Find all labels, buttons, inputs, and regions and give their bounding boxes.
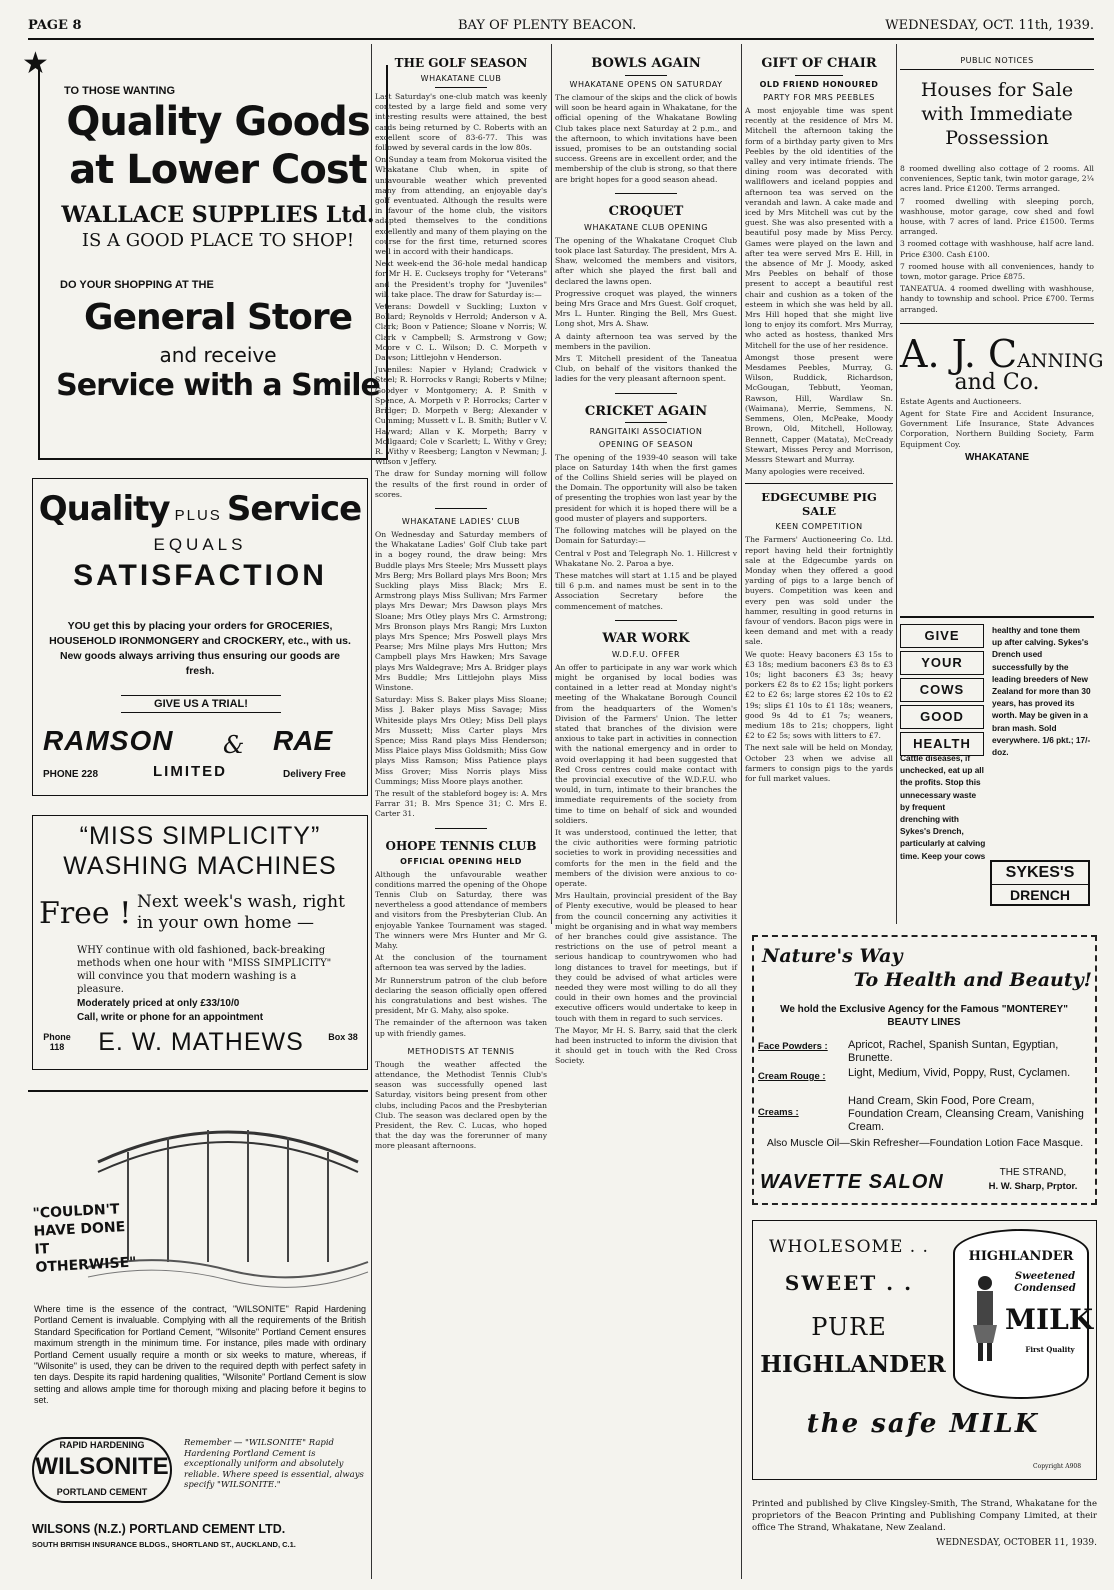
ad-body: Cattle diseases, if unchecked, eat up all the profits. Stop this unnecessary waste by frequent drenching with Sykes's Drench, particularly at calving time. Keep your cows: [900, 753, 986, 861]
ad-text: GIVE US A TRIAL!: [121, 695, 281, 713]
company-name: WALLACE SUPPLIES Ltd.: [61, 202, 375, 228]
highlander-milk-ad: [752, 1220, 1097, 1480]
article-subtitle: WHAKATANE CLUB OPENING: [584, 222, 708, 232]
sykes-brand: SYKES'S DRENCH: [990, 860, 1090, 906]
product-label: Creams :: [758, 1107, 799, 1118]
article-paragraph: An offer to participate in any war work which might be organised by local bodies was contained in a letter read at Monday night's meeting of the Whakatane Borough Council from the headquarters of the Women's Division of the Farmers' Union. The letter stated that branches of the division were anxious to take part in activities in connection with the national emergency and in order to avoid overlapping it had been suggested that Red Cross centres could make contact with the provincial executive of the W.D.F.U. who would, in turn, intimate to their branches the immediate requirements of the society from time to time on behalf of sick and wounded soldiers.: [555, 662, 737, 825]
article-subtitle: WHAKATANE OPENS ON SATURDAY: [569, 80, 723, 89]
article-paragraph: Last Saturday's one-club match was keenly contested by a large field and some very interesting results were attained, the best cards being returned by C. Roberts with an excellent score of 83-6-77. This was followed by several cards in the low 80s.: [375, 92, 547, 153]
article-paragraph: The Farmers' Auctioneering Co. Ltd. report having held their fortnightly sale at the Edgecumbe yards on Monday when they offered a good yarding of pigs to a large bench of buyers. Competition was keen and every pen was sold under the hammer, resulting in good returns in favour of vendors. Bacon pigs were in keen demand and met with a ready sale.: [745, 535, 893, 647]
product-list: Apricot, Rachel, Spanish Suntan, Egyptian, Brunette.: [848, 1039, 1059, 1064]
column-rule: [896, 44, 897, 924]
sports-column: [555, 52, 737, 1582]
local-news-column: [745, 52, 893, 932]
canning-logo: A. J. CANNING: [900, 331, 1104, 376]
listing: 7 roomed dwelling with sleeping porch, washhouse, motor garage, cow shed and fowl house, with 7 acres of land. Price £1500. Terms arranged.: [900, 196, 1094, 237]
article-paragraph: Saturday: Miss S. Baker plays Miss Sloane; Miss J. Baker plays Miss Savage; Miss Whiteside plays Mrs Otley; Miss Dell plays Mrs Mussett; Miss Carter plays Mrs Spence; Miss Rand plays Miss Henderson; Miss Plaice plays Miss Goldsmith; Miss Gow plays Miss Ramson; Miss Patience plays Miss Grover; Miss Norris plays Miss Cummings; Miss Moore plays another.: [375, 695, 547, 786]
wallace-supplies-ad: [22, 46, 380, 465]
article-paragraph: Progressive croquet was played, the winners being Mrs Grace and Mrs Guest. Golf croquet, Mrs L. Hunter. Ringing the Bell, Mrs Guest. Long shot, Mrs A. Shaw.: [555, 288, 737, 329]
wavette-salon-ad: [752, 935, 1097, 1205]
listing: 8 roomed dwelling also cottage of 2 rooms. All conveniences, Septic tank, twin motor garage, 2¼ acres land. Price £1200. Terms arranged.: [900, 164, 1094, 194]
ad-headline: WASHING MACHINES: [63, 852, 337, 880]
article-title: OHOPE TENNIS CLUB: [385, 838, 537, 853]
copyright: Copyright A908: [1033, 1463, 1082, 1470]
article-paragraph: The next sale will be held on Monday, October 23 when we advise all farmers to consign pigs to the yards for full market values.: [745, 743, 893, 783]
article-paragraph: The result of the stableford bogey is: A. Mrs Farrar 31; B. Mrs Spence 31; C. Mrs E. Carter 31.: [375, 789, 547, 819]
article-subtitle: W.D.F.U. OFFER: [611, 649, 681, 659]
ad-text: SWEET . .: [784, 1271, 914, 1295]
wilsonite-logo: RAPID HARDENING WILSONITE PORTLAND CEMENT: [32, 1437, 172, 1503]
ad-text: We hold the Exclusive Agency for the Famous "MONTEREY" BEAUTY LINES: [780, 1004, 1068, 1028]
company-agencies: Agent for State Fire and Accident Insurance, Government Life Insurance, State Advances Corporation, Northern Building Society, Farm Equipment Coy.: [900, 409, 1094, 449]
sykes-tags: [900, 624, 984, 759]
article-paragraph: Mrs Haultain, provincial president of the Bay of Plenty executive, would be pleased to hear from the council concerning any activities it might be organising and in what way members of her branches could give assistance. The restrictions on the use of petrol meant a serious handicap to countrywomen who had long distances to travel for meetings, but if they could be advised of what articles were needed they were most willing to do all they could in their own homes and the provincial executive officers would undertake to keep in touch with them in regard to such services.: [555, 891, 737, 1023]
ad-headline: "COULDN'T HAVE DONE IT OTHERWISE": [32, 1201, 137, 1276]
mathews-washing-machine-ad: [32, 815, 368, 1070]
article-paragraph: The Mayor, Mr H. S. Barry, said that the clerk had been instructed to inform the division that it should get in touch with the Red Cross Society.: [555, 1025, 737, 1066]
ad-body: WHY continue with old fashioned, back-breaking methods when one hour with "MISS SIMPLICITY" will convince you that modern washing is a pleasure.: [77, 945, 332, 995]
article-paragraph: These matches will start at 1.15 and be played till 6 p.m. and names must be sent in to the Association Secretary before the commencement of matches.: [555, 570, 737, 611]
ad-text: Next week's wash, right in your own home —: [137, 892, 345, 933]
star-icon: ★: [22, 46, 49, 81]
issue-date: WEDNESDAY, OCT. 11th, 1939.: [885, 18, 1094, 33]
ad-body: healthy and tone them up after calving. Sykes's Drench used successfully by the leading breeders of New Zealand for more than 30 years, has proved its worth. May be given in a bran mash. Sold everywhere. 1/6 pkt.; 17/- doz.: [992, 625, 1091, 758]
brand-name: HIGHLANDER: [760, 1351, 946, 1378]
ad-text: PURE: [811, 1313, 887, 1341]
ad-headline: SATISFACTION: [73, 559, 327, 592]
article-subtitle: RANGITAIKI ASSOCIATION: [589, 426, 703, 436]
ad-headline: “MISS SIMPLICITY”: [79, 822, 321, 850]
ad-kicker: DO YOUR SHOPPING AT THE: [60, 279, 214, 291]
ad-body: YOU get this by placing your orders for GROCERIES, HOUSEHOLD IRONMONGERY and CROCKERY, etc., with us. New goods always arriving thus ensuring our goods are fresh.: [49, 620, 351, 677]
box-number: Box 38: [328, 1032, 358, 1042]
salon-address: THE STRAND,: [999, 1167, 1067, 1178]
article-subtitle: OLD FRIEND HONOURED: [759, 80, 879, 89]
article-paragraph: It was understood, continued the letter, that the civic authorities were forming patriotic societies to work in providing necessities and comforts for the men in the field and the members of the division were anxious to co-operate.: [555, 827, 737, 888]
company-name: WILSONS (N.Z.) PORTLAND CEMENT LTD.: [32, 1522, 286, 1536]
article-subtitle: WHAKATANE CLUB: [420, 74, 502, 83]
salon-proprietor: H. W. Sharp, Prptor.: [988, 1181, 1078, 1192]
article-subtitle: OPENING OF SEASON: [598, 439, 694, 449]
ad-headline: Service with a Smile: [56, 368, 380, 403]
section-heading: PUBLIC NOTICES: [960, 56, 1034, 65]
article-paragraph: The remainder of the afternoon was taken up with friendly games.: [375, 1018, 547, 1038]
printer-imprint: [752, 1498, 1097, 1578]
article-paragraph: Juveniles: Napier v Hyland; Cradwick v Steel; R. Horrocks v Rangi; Roberts v Milne; Goodyer v Montgomery; A. P. Smith v Spence, A. Morpeth v P. Horrocks; Carter v Bridger; D. Morpeth v Berg; Alexander v Cumming; Mussett v L. B. Smith; Butler v V. Hayward; Allan v K. Morpeth; Barry v Mollgaard; Cole v Scarlett; L. Withy v Grey; R. Withy v Reesberg; Langton v Newman; J. Wilson v Jeffery.: [375, 365, 547, 467]
listing: 7 roomed house with all conveniences, handy to town, motor garage. Price £875.: [900, 261, 1094, 282]
ad-body: Where time is the essence of the contract, "WILSONITE" Rapid Hardening Portland Cement is invaluable. Complying with all the requirements of the British Standard Specification for Portland Cement, "Wilsonite" Portland Cement ensures maximum strength in the minimum time. For instance, piles made with ordinary Portland Cement usually require a month or six weeks to mature, whereas, if "Wilsonite" is used, they can be driven to the required depth with perfect safety in ten days. Despite its rapid hardening qualities, "Wilsonite" Portland Cement is slow setting and allows ample time for thorough mixing and placing before it begins to set.: [34, 1304, 366, 1406]
ad-headline: the safe MILK: [806, 1409, 1040, 1439]
article-paragraph: A most enjoyable time was spent recently at the residence of Mrs M. Mitchell the afternoon taking the form of a birthday party given to Mrs Peebles by the old identities of the valley and very intimate friends. The dining room was decorated with wallflowers and iceland poppies and afternoon tea was served on the verandah and lawn. A cake made and iced by Mrs Mitchell was cut by the guest. She was also presented with a beautiful posy made by Miss Percy. Games were played on the lawn and after tea were served Mrs E. Hill, in the absence of Mr J. Moody, asked Mrs Peebles on behalf of those present to accept a beautiful rest chair and cushion as a token of the esteem in which she was held by all. Mrs Hill hoped that she might live long to enjoy its comfort. Mrs Murray, who acted as hostess, thanked Mrs Mitchell for the use of her residence.: [745, 106, 893, 350]
price: Moderately priced at only £33/10/0: [77, 998, 240, 1009]
article-paragraph: We quote: Heavy baconers £3 15s to £3 18s; medium baconers £3 8s to £3 10s; light baconers £3 3s; heavy porkers £2 8s to £2 15s; light porkers £2 to £2 6s; large stores £2 10s to £2 19s; slips £1 10s to £1 18s; weaners, good 9s 4d to £1 7s; weaners, medium 18s to 21s; choppers, light £2 to £2 5s; sows with litters to £7.: [745, 649, 893, 741]
highlander-figure-icon: [963, 1273, 1007, 1363]
article-title: EDGECUMBE PIG SALE: [761, 490, 877, 519]
brand-name: RAMSON: [43, 725, 174, 756]
article-paragraph: Central v Post and Telegraph No. 1. Hillcrest v Whakatane No. 2. Paroa a bye.: [555, 548, 737, 568]
product-label: Face Powders :: [758, 1041, 828, 1052]
tag: YOUR: [900, 651, 984, 675]
article-paragraph: On Wednesday and Saturday members of the Whakatane Ladies' Golf Club take part in a bogey round, the draw being: Mrs Buddle plays Mrs Steele; Mrs Mussett plays Mrs Berg; Mrs Bollard plays Mrs Boon; Mrs Suckling plays Miss Black; Mrs E. Armstrong plays Miss Sullivan; Mrs Farmer plays Mrs Dewar; Mrs Dawson plays Mrs Sloane; Mrs Otley plays Mrs C. Armstrong; Mrs Bronson plays Mrs Rangi; Mrs Luxton plays Mrs Spence; Mrs Poswell plays Mrs Pearse; Mrs Milne plays Mrs Hutton; Mrs Campbell plays Mrs Hawken; Mrs Savage plays Mrs Waldegrave; Mrs A. Bridger plays Mrs Buddle; Mrs Littlejohn plays Miss Winstone.: [375, 529, 547, 692]
newspaper-title: BAY OF PLENTY BEACON.: [458, 18, 637, 33]
ad-headline: Quality Goods: [66, 99, 370, 145]
ramson-rae-ad: [32, 478, 368, 796]
article-paragraph: Veterans: Dowdell v Suckling; Luxton v Bollard; Reynolds v Herrold; Anderson v A. Clark; Boon v Patience; Sloane v Norris; W. Clark v Campbell; S. Armstrong v Gow; Moore v C. L. Wilson; D. C. Morpeth v Dawson; Littlejohn v Henderson.: [375, 302, 547, 363]
article-paragraph: Although the unfavourable weather conditions marred the opening of the Ohope Tennis Club on Saturday, there was nevertheless a good attendance of members and visitors from the Presbyterian Club. An enjoyable Yankee Tournament was staged. The winners were Mrs Hunter and Mr G. Mahy.: [375, 869, 547, 951]
town-name: WHAKATANE: [964, 451, 1030, 463]
ad-headline: Nature's Way: [762, 945, 903, 967]
article-paragraph: Though the weather affected the attendance, the Methodist Tennis Club's season was successfully opened last Saturday, visitors being present from other clubs, including Pacos and the Presbyterian Club. The season was declared open by the President, the Rev. C. Lucas, who hoped that the day was the forerunner of many more pleasant afternoons.: [375, 1059, 547, 1151]
article-subtitle: WHAKATANE LADIES' CLUB: [401, 516, 521, 526]
article-subtitle: METHODISTS AT TENNIS: [407, 1046, 515, 1056]
ad-headline: Free !: [39, 896, 132, 931]
article-paragraph: On Sunday a team from Mokorua visited the Whakatane Club when, in spite of unfavourable weather which prevented many from attending, an enjoyable day's golf eventuated. Although the results were in favour of the home club, the visitors adapted themselves to the conditions excellently and many of them playing on the course for the first time, returned scores well in accord with their handicaps.: [375, 155, 547, 257]
article-paragraph: At the conclusion of the tournament afternoon tea was served by the ladies.: [375, 953, 547, 973]
article-title: WAR WORK: [602, 630, 690, 646]
company-role: Estate Agents and Auctioneers.: [900, 396, 1022, 406]
ad-headline: at Lower Cost: [69, 147, 367, 193]
slogan: IS A GOOD PLACE TO SHOP!: [81, 230, 355, 251]
listing: 3 roomed cottage with washhouse, half acre land. Price £300. Cash £100.: [900, 239, 1094, 259]
public-notices-column: [900, 52, 1104, 612]
ad-text: Also Muscle Oil—Skin Refresher—Foundation Lotion Face Masque.: [766, 1137, 1084, 1149]
ad-text: Delivery Free: [283, 769, 346, 780]
article-paragraph: Amongst those present were Mesdames Peebles, Murray, G. Wilson, Ruddick, Richardson, McGougan, Tebbutt, Yeoman, Rawson, Hill, Wardlaw Sn. (Waimana), Merrie, Semmens, N. Semmens, Olen, McPeake, Moody Brown, Old, Mitchell, Holloway, Bennett, Capper (Matata), McCready Stewart, Misses Percy and Morrison, Messrs Stewart and Murray.: [745, 352, 893, 464]
brand-name: RAE: [273, 725, 333, 756]
tag: GOOD: [900, 705, 984, 729]
ad-text: and receive: [159, 343, 277, 367]
article-paragraph: The clamour of the skips and the click of bowls will soon be heard again in Whakatane, for the official opening of the Whakatane Bowling Club takes place next Saturday at 2 p.m., and the afternoon, to which invitations have been issued, promises to be an outstanding social success. Greens are in excellent order, and the membership of the club is strong, so that there are bright hopes for a good season ahead.: [555, 93, 737, 184]
page-number: PAGE 8: [28, 18, 82, 33]
article-subtitle: OFFICIAL OPENING HELD: [400, 856, 522, 866]
article-paragraph: Next week-end the 36-hole medal handicap for Mr H. E. Cuckseys trophy for "Veterans" and the President's trophy for "Juveniles" will take place. The draw for Saturday is:—: [375, 259, 547, 299]
company-address: SOUTH BRITISH INSURANCE BLDGS., SHORTLAND ST., AUCKLAND, C.1.: [32, 1540, 296, 1549]
ad-text: LIMITED: [153, 763, 227, 780]
page-header: [28, 12, 1094, 40]
article-title: GIFT OF CHAIR: [761, 56, 877, 71]
product-label: Cream Rouge :: [758, 1071, 826, 1082]
column-rule: [741, 44, 742, 1579]
article-paragraph: The opening of the Whakatane Croquet Club took place last Saturday. The president, Mrs A. Shaw, welcomed the members and visitors, after which she played the first ball and declared the lawns open.: [555, 235, 737, 286]
product-list: Hand Cream, Skin Food, Pore Cream, Foundation Cream, Cleansing Cream, Vanishing Cream.: [848, 1095, 1084, 1133]
ad-text: Call, write or phone for an appointment: [77, 1012, 264, 1023]
ad-text: EQUALS: [153, 535, 247, 554]
ad-kicker: TO THOSE WANTING: [64, 85, 176, 97]
milk-can-illustration: HIGHLANDER Sweetened Condensed MILK First Quality: [953, 1229, 1089, 1399]
article-paragraph: The following matches will be played on the Domain for Saturday:—: [555, 526, 737, 546]
article-paragraph: The draw for Sunday morning will follow the results of the first round in order of scores.: [375, 469, 547, 499]
sykes-drench-ad: [900, 616, 1094, 912]
article-subtitle: KEEN COMPETITION: [775, 522, 863, 532]
wilsonite-cement-ad: [28, 1090, 368, 1580]
ad-text: WHOLESOME . .: [769, 1237, 929, 1257]
company-name: and Co.: [954, 369, 1040, 395]
article-title: BOWLS AGAIN: [591, 56, 701, 71]
tag: HEALTH: [900, 732, 984, 756]
imprint-text: Printed and published by Clive Kingsley-Smith, The Strand, Whakatane for the proprietors of the Beacon Printing and Publishing Company Limited, at their office The Strand, Whakatane, New Zealand.: [752, 1499, 1097, 1533]
ad-text: Remember — "WILSONITE" Rapid Hardening Portland Cement is exceptionally uniform and absolutely reliable. Where speed is essential, always specify "WILSONITE.": [184, 1438, 364, 1490]
company-name: E. W. MATHEWS: [98, 1028, 304, 1056]
article-paragraph: Many apologies were received.: [745, 467, 865, 477]
imprint-date: WEDNESDAY, OCTOBER 11, 1939.: [936, 1538, 1097, 1548]
salon-name: WAVETTE SALON: [760, 1171, 944, 1193]
article-paragraph: Mr Runnerstrum patron of the club before declaring the season officially open offered his congratulations and best wishes. The president, Mr G. Mahy, also spoke.: [375, 975, 547, 1016]
tag: GIVE: [900, 624, 984, 648]
listing: TANEATUA. 4 roomed dwelling with washhouse, handy to township and school. Price £700. Terms arranged.: [900, 284, 1094, 314]
phone-number: PHONE 228: [43, 769, 99, 780]
article-title: CROQUET: [608, 203, 684, 219]
ad-text: &: [223, 731, 245, 759]
phone-number: Phone 118: [43, 1032, 71, 1052]
sports-column: [375, 52, 547, 1582]
article-paragraph: A dainty afternoon tea was served by the members in the pavilion.: [555, 331, 737, 351]
article-title: THE GOLF SEASON: [394, 56, 528, 70]
column-rule: [551, 44, 552, 924]
article-paragraph: The opening of the 1939-40 season will take place on Saturday 14th when the first games of the Collins Shield series will be played on the Domain. The opportunity will also be taken of presenting the trophies won last year by the president for which it is hoped there will be a good muster of players and supporters.: [555, 452, 737, 523]
store-name: General Store: [84, 297, 352, 338]
ad-headline: Quality PLUS Service: [38, 489, 362, 529]
article-paragraph: Mrs T. Mitchell president of the Taneatua Club, on behalf of the visitors thanked the ladies for the very pleasant afternoon spent.: [555, 354, 737, 384]
ad-headline: To Health and Beauty!: [853, 969, 1092, 991]
notice-title: Houses for Sale with Immediate Possession: [920, 79, 1074, 149]
tag: COWS: [900, 678, 984, 702]
article-title: CRICKET AGAIN: [584, 403, 708, 419]
article-subtitle: PARTY FOR MRS PEEBLES: [763, 93, 875, 102]
product-list: Light, Medium, Vivid, Poppy, Rust, Cyclamen.: [848, 1067, 1071, 1079]
